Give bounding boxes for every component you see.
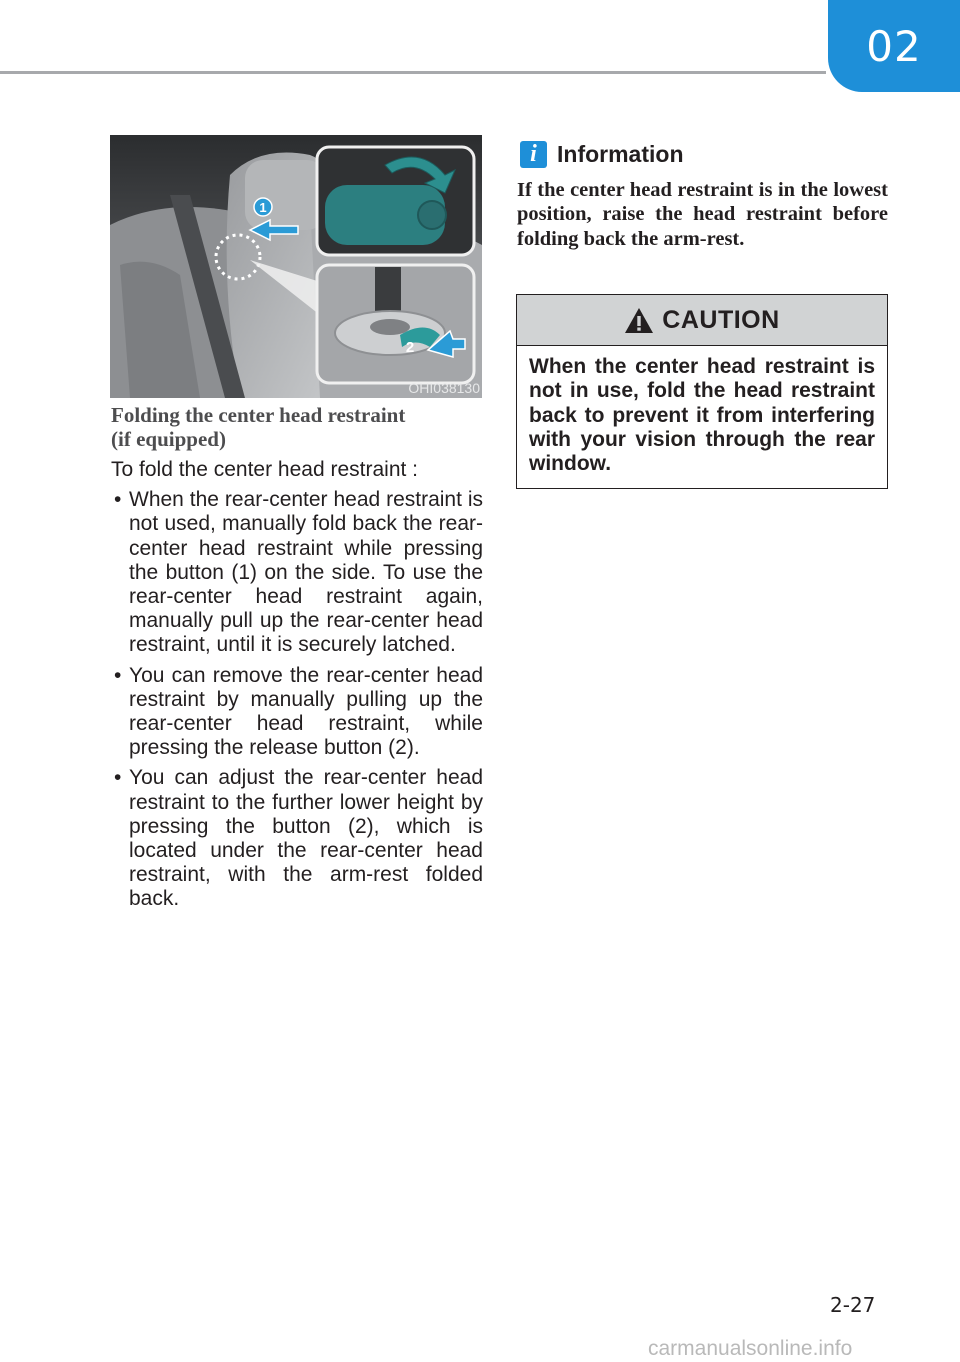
bullet-dot: •: [114, 663, 122, 687]
figure-code: OHI038130: [408, 380, 480, 396]
information-body: If the center head restraint is in the lowest position, raise the head restraint before folding back the arm-rest.: [517, 179, 888, 250]
intro-text: To fold the center head restraint :: [111, 458, 419, 481]
warning-triangle-icon: [624, 307, 654, 334]
information-title: Information: [557, 140, 684, 167]
callout-1-label: 1: [259, 200, 267, 215]
bullet-item: [111, 766, 483, 911]
caution-header: [517, 295, 887, 346]
section-caption: [111, 403, 483, 451]
information-icon: i: [520, 141, 547, 168]
bullet-item: [111, 488, 483, 657]
caption-line-2: (if equipped): [111, 427, 226, 451]
bullet-text: When the rear-center head restraint is not used, manually fold back the rear-center head restraint while pressing the button (1) on the side. To use the rear-center head restraint again, manually pull up the rear-center head restraint, until it is securely latched.: [129, 488, 483, 657]
page-number: 2-27: [830, 1293, 876, 1317]
instructions: [111, 458, 483, 918]
bullet-item: [111, 664, 483, 761]
chapter-number: 02: [866, 21, 922, 71]
bullet-text: You can remove the rear-center head restraint by manually pulling up the rear-center head restraint, while pressing the release button (2).: [129, 663, 483, 760]
caption-line-1: Folding the center head restraint: [111, 403, 406, 427]
caution-body: When the center head restraint is not in use, fold the head restraint back to prevent it from interfering with your vision through the rear window.: [529, 355, 875, 476]
watermark: carmanualsonline.info: [648, 1337, 853, 1360]
head-restraint-figure: [110, 135, 482, 398]
bullet-dot: •: [114, 766, 122, 790]
seat-illustration: [110, 135, 482, 398]
callout-2-label: 2: [405, 339, 415, 356]
header-rule: [0, 71, 826, 74]
bullet-dot: •: [114, 488, 122, 512]
information-heading: [520, 138, 684, 170]
chapter-tab: [828, 0, 960, 92]
caution-box: [516, 294, 888, 489]
bullet-text: You can adjust the rear-center head restraint to the further lower height by pressing the button (2), which is located under the rear-center head restraint, with the arm-rest folded back.: [129, 766, 483, 911]
caution-title: CAUTION: [662, 305, 780, 334]
